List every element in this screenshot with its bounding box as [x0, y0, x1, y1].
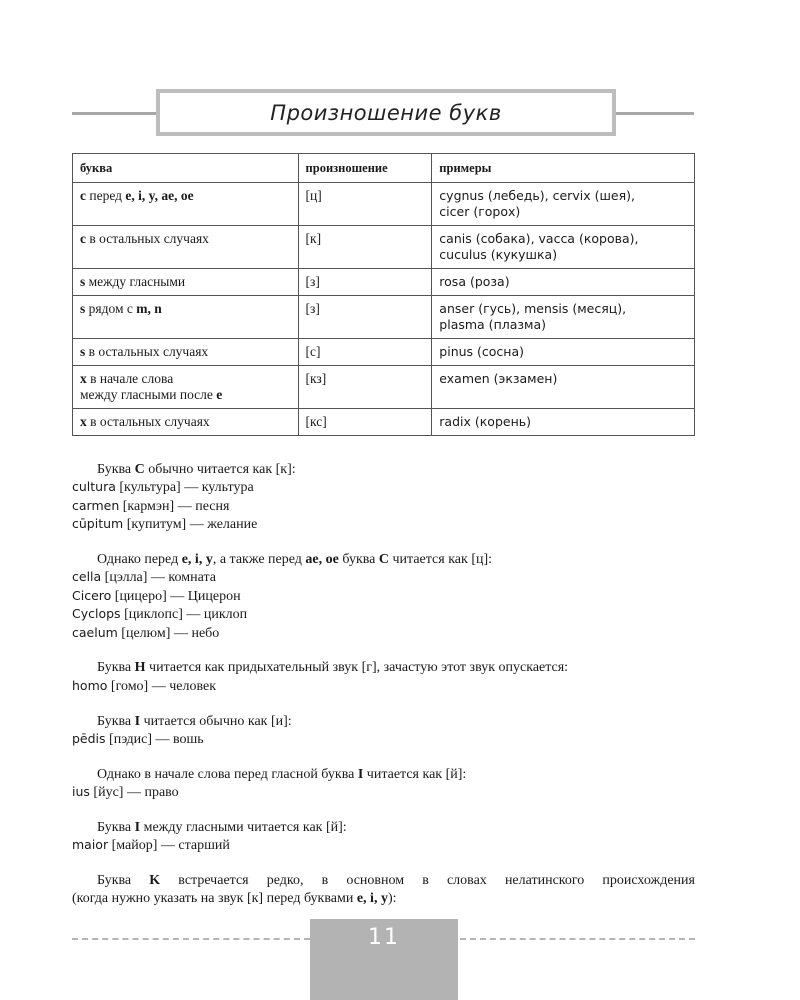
- examples-cell: anser (гусь), mensis (месяц), plasma (плазма): [432, 296, 695, 339]
- letter-cell: s в остальных случаях: [73, 339, 299, 366]
- examples-cell: radix (корень): [432, 409, 695, 436]
- title-rule-left: [72, 112, 158, 115]
- example-line: carmen [кармэн] — песня: [72, 497, 230, 514]
- table-row: [73, 409, 695, 436]
- letter-cell: c в остальных случаях: [73, 226, 299, 269]
- examples-cell: pinus (сосна): [432, 339, 695, 366]
- table-row: [73, 226, 695, 269]
- example-line: homo [гомо] — человек: [72, 677, 217, 694]
- pronunciation-table: [72, 153, 695, 436]
- page-number: 11: [368, 925, 400, 950]
- examples-cell: examen (экзамен): [432, 366, 695, 409]
- body-text: [72, 461, 695, 924]
- pronunciation-cell: [з]: [298, 269, 432, 296]
- table-row: [73, 339, 695, 366]
- paragraph-letter-k: Буква K встречается редко, в основном в словах нелатинского происхождения (когда нужно указать на звук [к] перед буквами e, i, y):: [72, 873, 695, 906]
- footer-dashed-rule-right: [460, 938, 695, 940]
- pronunciation-cell: [кс]: [298, 409, 432, 436]
- example-line: cūpitum [купитум] — желание: [72, 516, 258, 533]
- paragraph-letter-h: Буква H читается как придыхательный звук [г], зачастую этот звук опускается: homo [гомо] — человек: [72, 659, 695, 695]
- table-row: [73, 269, 695, 296]
- paragraph-letter-c: Буква C обычно читается как [к]: cultura [культура] — культура carmen [кармэн] — песня cūpitum [купитум] — желание: [72, 461, 695, 534]
- footer-dashed-rule-left: [72, 938, 310, 940]
- paragraph-letter-i-between: Буква I между гласными читается как [й]: maior [майор] — старший: [72, 819, 695, 855]
- page-number-box: [310, 919, 458, 1000]
- example-line: Cyclops [циклопс] — циклоп: [72, 606, 248, 623]
- pronunciation-cell: [з]: [298, 296, 432, 339]
- examples-cell: canis (собака), vacca (корова), cuculus (кукушка): [432, 226, 695, 269]
- pronunciation-cell: [с]: [298, 339, 432, 366]
- letter-cell: s рядом с m, n: [73, 296, 299, 339]
- header-letter: буква: [73, 154, 299, 183]
- table-header-row: [73, 154, 695, 183]
- pronunciation-cell: [к]: [298, 226, 432, 269]
- example-line: pēdis [пэдис] — вошь: [72, 731, 204, 748]
- pronunciation-cell: [ц]: [298, 183, 432, 226]
- pronunciation-cell: [кз]: [298, 366, 432, 409]
- letter-cell: x в начале слова между гласными после e: [73, 366, 299, 409]
- example-line: cultura [культура] — культура: [72, 479, 254, 496]
- example-line: maior [майор] — старший: [72, 837, 230, 854]
- page-title: Произношение букв: [270, 100, 502, 125]
- example-line: Cicero [цицеро] — Цицерон: [72, 587, 241, 604]
- paragraph-letter-i: Буква I читается обычно как [и]: pēdis [пэдис] — вошь: [72, 713, 695, 749]
- title-box: [156, 89, 616, 136]
- letter-cell: x в остальных случаях: [73, 409, 299, 436]
- table-row: [73, 296, 695, 339]
- header-examples: примеры: [432, 154, 695, 183]
- letter-cell: s между гласными: [73, 269, 299, 296]
- examples-cell: cygnus (лебедь), cervix (шея), cicer (горох): [432, 183, 695, 226]
- example-line: caelum [целюм] — небо: [72, 624, 220, 641]
- table-row: [73, 183, 695, 226]
- example-line: cella [цэлла] — комната: [72, 569, 216, 586]
- title-rule-right: [613, 112, 694, 115]
- table-row: [73, 366, 695, 409]
- paragraph-letter-i-initial: Однако в начале слова перед гласной буква I читается как [й]: ius [йус] — право: [72, 766, 695, 802]
- paragraph-letter-c-soft: Однако перед e, i, y, а также перед ae, oe буква C читается как [ц]: cella [цэлла] — комната Cicero [цицеро] — Цицерон Cyclops [циклопс] — циклоп caelum [целюм] — небо: [72, 551, 695, 642]
- example-line: ius [йус] — право: [72, 784, 179, 801]
- examples-cell: rosa (роза): [432, 269, 695, 296]
- letter-cell: c перед e, i, y, ae, oe: [73, 183, 299, 226]
- header-pronunciation: произношение: [298, 154, 432, 183]
